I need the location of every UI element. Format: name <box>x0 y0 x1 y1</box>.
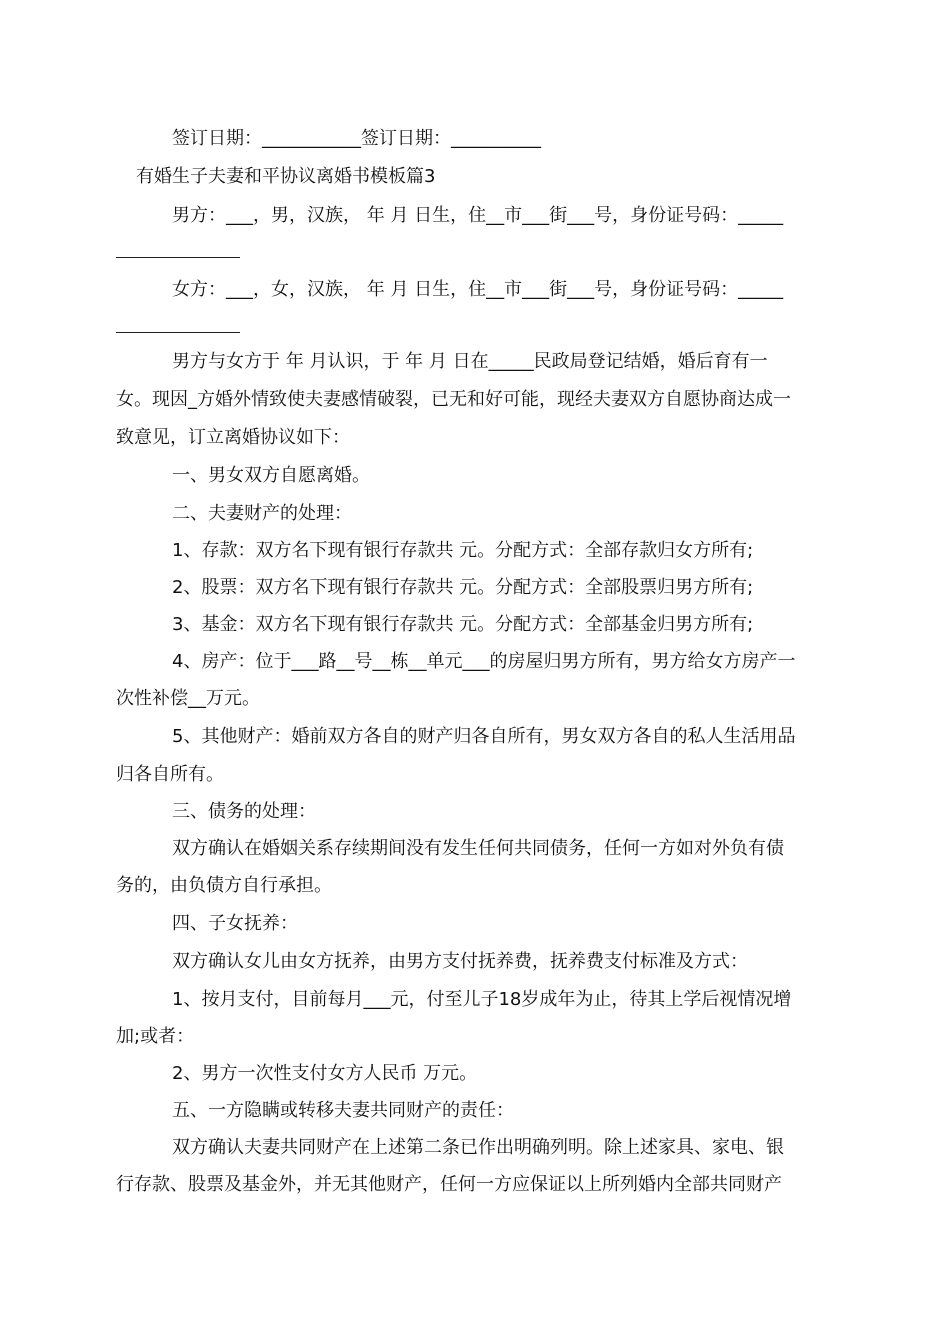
list-item: 4、房产：位于___路__号__栋__单元___的房屋归男方所有，男方给女方房产一 <box>172 651 796 672</box>
list-item: 1、存款：双方名下现有银行存款共 元。分配方式：全部存款归女方所有; <box>172 540 754 561</box>
list-item: 1、按月支付，目前每月___元，付至儿子18岁成年为止，待其上学后视情况增 <box>172 989 792 1010</box>
paragraph-line: 务的，由负债方自行承担。 <box>116 875 332 896</box>
clause-heading: 二、夫妻财产的处理： <box>172 503 352 524</box>
male-party-info: 男方：___，男，汉族， 年 月 日生，住__市___街___号，身份证号码：_____ <box>172 205 784 226</box>
female-party-info: 女方：___，女，汉族， 年 月 日生，住__市___街___号，身份证号码：_____ <box>172 279 784 300</box>
list-item-continuation: 归各自所有。 <box>116 764 224 785</box>
paragraph-line: 行存款、股票及基金外，并无其他财产，任何一方应保证以上所列婚内全部共同财产 <box>116 1174 782 1195</box>
signing-date-line: 签订日期：___________签订日期：__________ <box>172 128 541 149</box>
paragraph-line: 双方确认女儿由女方抚养，由男方支付抚养费，抚养费支付标准及方式： <box>172 951 748 972</box>
list-item: 5、其他财产：婚前双方各自的财产归各自所有，男女双方各自的私人生活用品 <box>172 726 796 747</box>
clause-heading: 一、男女双方自愿离婚。 <box>172 465 370 486</box>
paragraph-line: 男方与女方于 年 月认识，于 年 月 日在_____民政局登记结婚，婚后育有一 <box>172 351 768 372</box>
paragraph-line: 女。现因_方婚外情致使夫妻感情破裂，已无和好可能，现经夫妻双方自愿协商达成一 <box>116 389 791 410</box>
list-item: 3、基金：双方名下现有银行存款共 元。分配方式：全部基金归男方所有; <box>172 614 754 635</box>
male-id-continuation-line <box>116 257 240 258</box>
clause-heading: 四、子女抚养： <box>172 913 298 934</box>
clause-heading: 三、债务的处理： <box>172 801 316 822</box>
list-item-continuation: 次性补偿__万元。 <box>116 688 260 709</box>
clause-heading: 五、一方隐瞒或转移夫妻共同财产的责任： <box>172 1100 514 1121</box>
paragraph-line: 双方确认在婚姻关系存续期间没有发生任何共同债务，任何一方如对外负有债 <box>172 838 784 859</box>
section-title: 有婚生子夫妻和平协议离婚书模板篇3 <box>136 166 436 187</box>
list-item: 2、男方一次性支付女方人民币 万元。 <box>172 1063 478 1084</box>
list-item: 2、股票：双方名下现有银行存款共 元。分配方式：全部股票归男方所有; <box>172 577 754 598</box>
paragraph-line: 致意见，订立离婚协议如下： <box>116 427 350 448</box>
list-item-continuation: 加;或者： <box>116 1026 195 1047</box>
female-id-continuation-line <box>116 332 240 333</box>
paragraph-line: 双方确认夫妻共同财产在上述第二条已作出明确列明。除上述家具、家电、银 <box>172 1137 784 1158</box>
